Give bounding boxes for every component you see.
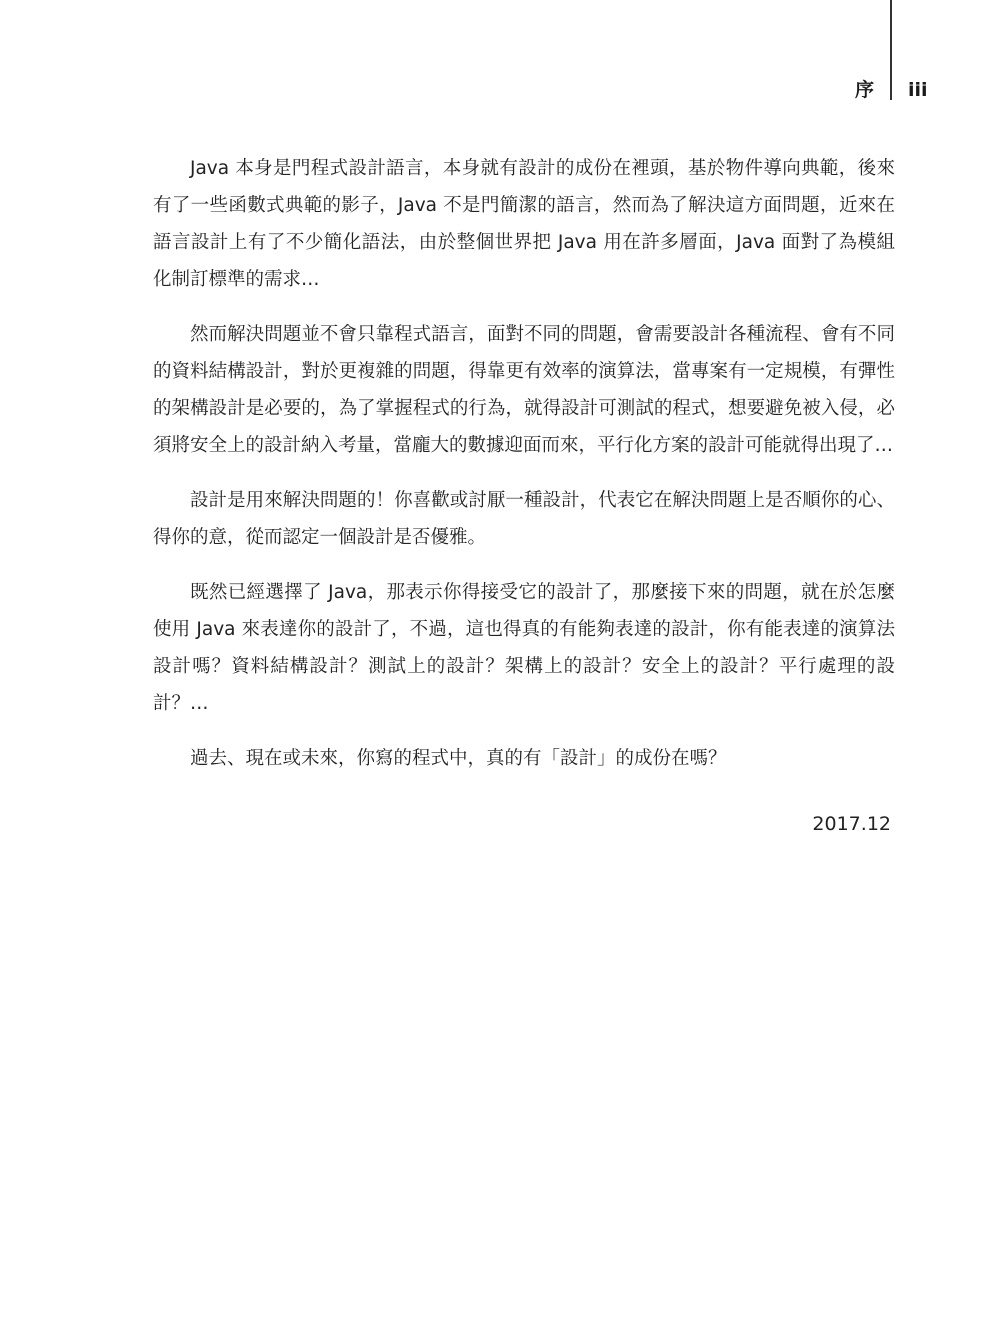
paragraph: 既然已經選擇了 Java，那表示你得接受它的設計了，那麼接下來的問題，就在於怎麼使用 Java 來表達你的設計了，不過，這也得真的有能夠表達的設計，你有能表達的演算法設計嗎？資料結構設計？測試上的設計？架構上的設計？安全上的設計？平行處理的設計？… [153,582,895,714]
paragraph: 設計是用來解決問題的！你喜歡或討厭一種設計，代表它在解決問題上是否順你的心、得你的意，從而認定一個設計是否優雅。 [153,490,895,548]
signature-date: 2017.12 [812,813,891,835]
body-text [153,150,895,795]
paragraph: Java 本身是門程式設計語言，本身就有設計的成份在裡頭，基於物件導向典範，後來有了一些函數式典範的影子，Java 不是門簡潔的語言，然而為了解決這方面問題，近來在語言設計上有了不少簡化語法，由於整個世界把 Java 用在許多層面，Java 面對了為模組化制訂標準的需求… [153,158,895,290]
paragraph: 然而解決問題並不會只靠程式語言，面對不同的問題，會需要設計各種流程、會有不同的資料結構設計，對於更複雜的問題，得靠更有效率的演算法，當專案有一定規模，有彈性的架構設計是必要的，為了掌握程式的行為，就得設計可測試的程式，想要避免被入侵，必須將安全上的設計納入考量，當龐大的數據迎面而來，平行化方案的設計可能就得出現了… [153,324,895,456]
chapter-title: 序 [854,79,874,101]
paragraph: 過去、現在或未來，你寫的程式中，真的有「設計」的成份在嗎？ [190,748,727,769]
header-divider [890,0,892,100]
page-number: iii [908,79,928,101]
